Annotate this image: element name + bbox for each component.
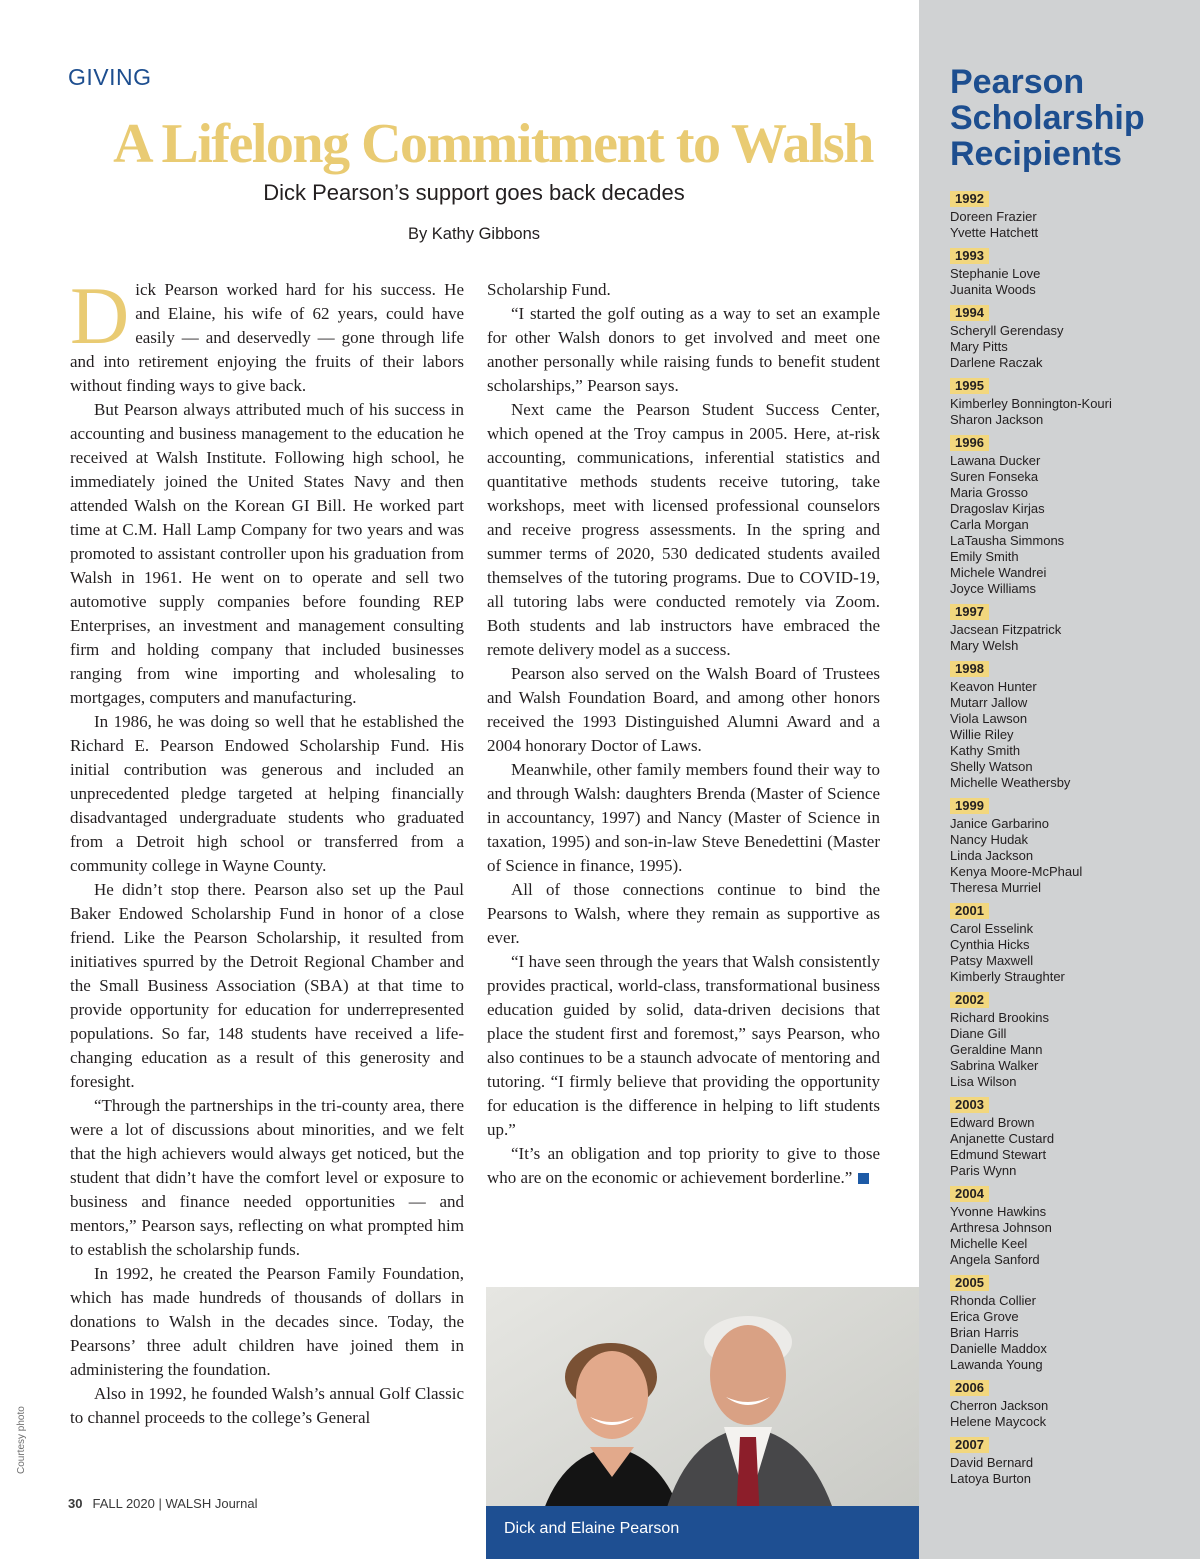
article-paragraph: In 1992, he created the Pearson Family Foundation, which has made hundreds of thousands of dollars in donations to Walsh in the decades since. Today, the Pearsons’ three adult children have joined them in administering the foundation. — [70, 1264, 464, 1379]
year-badge: 1999 — [950, 798, 989, 814]
recipient-name: Joyce Williams — [950, 581, 1036, 596]
year-group — [950, 190, 1195, 241]
recipient-name: Diane Gill — [950, 1026, 1007, 1041]
year-group — [950, 603, 1195, 654]
issue-label: FALL 2020 | WALSH Journal — [92, 1496, 258, 1511]
article-paragraph: “Through the partnerships in the tri-county area, there were a lot of discussions about minorities, and we felt that the high achievers would always get noticed, but the student that didn’t have the comfort level or exposure to business and finance needed opportunities — and mentors,” Pearson says, reflecting on what prompted him to establish the scholarship funds. — [70, 1096, 464, 1259]
recipient-name: Lisa Wilson — [950, 1074, 1017, 1089]
recipient-name: Suren Fonseka — [950, 469, 1039, 484]
recipient-name: Latoya Burton — [950, 1471, 1031, 1486]
recipients-list — [950, 190, 1195, 1493]
year-badge: 2006 — [950, 1380, 989, 1396]
recipient-name: David Bernard — [950, 1455, 1034, 1470]
recipient-name: Maria Grosso — [950, 485, 1029, 500]
recipient-name: Sabrina Walker — [950, 1058, 1039, 1073]
recipient-name: Rhonda Collier — [950, 1293, 1036, 1308]
recipient-name: Anjanette Custard — [950, 1131, 1055, 1146]
article-paragraph: “I started the golf outing as a way to set an example for other Walsh donors to get involved and meet one another personally while raising funds to benefit student scholarships,” Pearson says. — [487, 304, 880, 395]
recipient-name: Stephanie Love — [950, 266, 1041, 281]
recipient-name: Carol Esselink — [950, 921, 1034, 936]
byline: By Kathy Gibbons — [407, 225, 541, 243]
article-paragraph: He didn’t stop there. Pearson also set up the Paul Baker Endowed Scholarship Fund in honor of a close friend. Like the Pearson Scholarship, it resulted from initiatives spurred by the Detroit Regional Chamber and the Small Business Association (SBA) at that time to provide opportunity for education for underrepresented populations. So far, 148 students have received a life-changing education as a result of this generosity and foresight. — [70, 880, 464, 1091]
recipient-name: Kimberly Straughter — [950, 969, 1065, 984]
year-group — [950, 247, 1195, 298]
recipient-name: Kathy Smith — [950, 743, 1021, 758]
recipient-name: Danielle Maddox — [950, 1341, 1047, 1356]
recipient-name: Michelle Keel — [950, 1236, 1028, 1251]
recipient-name: Edward Brown — [950, 1115, 1035, 1130]
year-badge: 1997 — [950, 604, 989, 620]
recipient-name: Juanita Woods — [950, 282, 1036, 297]
article-paragraph: In 1986, he was doing so well that he established the Richard E. Pearson Endowed Scholarship Fund. His initial contribution was generous and included an unprecedented pledge targeted at helping financially disadvantaged undergraduate students who graduated from a Detroit high school or transferred from a community college in Wayne County. — [70, 712, 464, 875]
recipient-name: Mary Pitts — [950, 339, 1008, 354]
year-group — [950, 1096, 1195, 1179]
recipient-name: LaTausha Simmons — [950, 533, 1065, 548]
year-badge: 2003 — [950, 1097, 989, 1113]
recipient-name: Theresa Murriel — [950, 880, 1042, 895]
recipient-name: Jacsean Fitzpatrick — [950, 622, 1062, 637]
recipient-name: Scheryll Gerendasy — [950, 323, 1064, 338]
year-group — [950, 902, 1195, 985]
article-column-2 — [487, 278, 880, 1190]
article-paragraph: Scholarship Fund. — [487, 280, 611, 299]
article-paragraph: Meanwhile, other family members found their way to and through Walsh: daughters Brenda (Master of Science in accountancy, 1997) and Nancy (Master of Science in taxation, 1995) and son-in-law Steve Benedettini (Master of Science in finance, 1995). — [487, 760, 880, 875]
section-label: GIVING — [68, 64, 152, 90]
recipient-name: Dragoslav Kirjas — [950, 501, 1045, 516]
year-group — [950, 1379, 1195, 1430]
year-group — [950, 797, 1195, 896]
year-badge: 1993 — [950, 248, 989, 264]
page-title: A Lifelong Commitment to Walsh — [113, 113, 873, 175]
sidebar — [919, 0, 1200, 1559]
recipient-name: Carla Morgan — [950, 517, 1029, 532]
year-group — [950, 991, 1195, 1090]
recipient-name: Richard Brookins — [950, 1010, 1049, 1025]
year-badge: 2004 — [950, 1186, 989, 1202]
recipient-name: Willie Riley — [950, 727, 1014, 742]
recipient-name: Lawanda Young — [950, 1357, 1043, 1372]
photo-credit: Courtesy photo — [16, 1406, 27, 1474]
year-group — [950, 1274, 1195, 1373]
recipient-name: Lawana Ducker — [950, 453, 1041, 468]
recipient-name: Mutarr Jallow — [950, 695, 1028, 710]
recipient-name: Yvette Hatchett — [950, 225, 1039, 240]
year-badge: 2001 — [950, 903, 989, 919]
recipient-name: Brian Harris — [950, 1325, 1019, 1340]
recipient-name: Linda Jackson — [950, 848, 1034, 863]
recipient-name: Paris Wynn — [950, 1163, 1017, 1178]
end-mark-icon — [858, 1173, 869, 1184]
recipient-name: Sharon Jackson — [950, 412, 1044, 427]
recipient-name: Michelle Weathersby — [950, 775, 1071, 790]
year-group — [950, 1436, 1195, 1487]
year-group — [950, 434, 1195, 597]
subtitle: Dick Pearson’s support goes back decades — [263, 180, 685, 205]
year-badge: 2005 — [950, 1275, 989, 1291]
recipient-name: Geraldine Mann — [950, 1042, 1043, 1057]
recipient-name: Helene Maycock — [950, 1414, 1047, 1429]
article-paragraph: Next came the Pearson Student Success Center, which opened at the Troy campus in 2005. Here, at-risk accounting, communications, inferential statistics and quantitative methods students receive tutoring, take workshops, meet with licensed professional counselors and receive progress assessments. In the spring and summer terms of 2020, 530 dedicated students availed themselves of the tutoring programs. Due to COVID-19, all tutoring labs were conducted remotely via Zoom. Both students and lab instructors have embraced the remote delivery model as a success. — [487, 400, 880, 659]
year-group — [950, 377, 1195, 428]
recipient-name: Doreen Frazier — [950, 209, 1037, 224]
recipient-name: Keavon Hunter — [950, 679, 1037, 694]
article-column-1 — [70, 270, 464, 1430]
year-group — [950, 304, 1195, 371]
recipient-name: Shelly Watson — [950, 759, 1033, 774]
sidebar-title: Pearson Scholarship Recipients — [950, 63, 1145, 173]
recipient-name: Cynthia Hicks — [950, 937, 1030, 952]
page-number: 30 — [68, 1496, 83, 1511]
recipient-name: Kimberley Bonnington-Kouri — [950, 396, 1112, 411]
recipient-name: Emily Smith — [950, 549, 1019, 564]
photo-caption-bar — [486, 1506, 919, 1559]
year-badge: 2002 — [950, 992, 989, 1008]
recipient-name: Michele Wandrei — [950, 565, 1047, 580]
year-group — [950, 660, 1195, 791]
recipient-name: Yvonne Hawkins — [950, 1204, 1047, 1219]
recipient-name: Kenya Moore-McPhaul — [950, 864, 1083, 879]
year-badge: 1995 — [950, 378, 989, 394]
drop-cap: D — [70, 270, 130, 361]
article-paragraph: Pearson also served on the Walsh Board of Trustees and Walsh Foundation Board, and among other honors received the 1993 Distinguished Alumni Award and a 2004 honorary Doctor of Laws. — [487, 664, 880, 755]
recipient-name: Edmund Stewart — [950, 1147, 1047, 1162]
recipient-name: Cherron Jackson — [950, 1398, 1049, 1413]
recipient-name: Viola Lawson — [950, 711, 1028, 726]
year-badge: 1996 — [950, 435, 989, 451]
year-badge: 2007 — [950, 1437, 989, 1453]
recipient-name: Darlene Raczak — [950, 355, 1043, 370]
year-badge: 1992 — [950, 191, 989, 207]
recipient-name: Mary Welsh — [950, 638, 1019, 653]
year-badge: 1994 — [950, 305, 989, 321]
recipient-name: Arthresa Johnson — [950, 1220, 1052, 1235]
article-paragraph: Also in 1992, he founded Walsh’s annual Golf Classic to channel proceeds to the college’s General — [70, 1384, 464, 1427]
article-paragraph: “It’s an obligation and top priority to give to those who are on the economic or achievement borderline.” — [487, 1144, 880, 1187]
article-paragraph: All of those connections continue to bind the Pearsons to Walsh, where they remain as supportive as ever. — [487, 880, 880, 947]
article-paragraph: But Pearson always attributed much of his success in accounting and business management to the education he received at Walsh Institute. Following high school, he immediately joined the United States Navy and then attended Walsh on the Korean GI Bill. He worked part time at C.M. Hall Lamp Company for two years and was promoted to assistant controller upon his graduation from Walsh in 1961. He went on to operate and sell two automotive supply companies before founding REP Enterprises, an investment and management consulting firm and holding company that included businesses ranging from wine importing and wholesaling to mortgages, computers and manufacturing. — [70, 400, 464, 707]
recipient-name: Nancy Hudak — [950, 832, 1029, 847]
year-badge: 1998 — [950, 661, 989, 677]
recipient-name: Janice Garbarino — [950, 816, 1049, 831]
recipient-name: Erica Grove — [950, 1309, 1019, 1324]
recipient-name: Patsy Maxwell — [950, 953, 1034, 968]
year-group — [950, 1185, 1195, 1268]
article-paragraph: Dick Pearson worked hard for his success. He and Elaine, his wife of 62 years, could have easily — and deservedly — gone through life and into retirement enjoying the fruits of their labors without finding ways to give back. — [70, 270, 464, 395]
photo-caption: Dick and Elaine Pearson — [504, 1520, 680, 1537]
article-paragraph: “I have seen through the years that Walsh consistently provides practical, world-class, transformational business education guided by solid, data-driven decisions that place the student first and foremost,” says Pearson, who also continues to be a staunch advocate of mentoring and tutoring. “I firmly believe that providing the opportunity for education is the difference in helping to lift students up.” — [487, 952, 880, 1139]
folio — [68, 1496, 257, 1511]
recipient-name: Angela Sanford — [950, 1252, 1040, 1267]
